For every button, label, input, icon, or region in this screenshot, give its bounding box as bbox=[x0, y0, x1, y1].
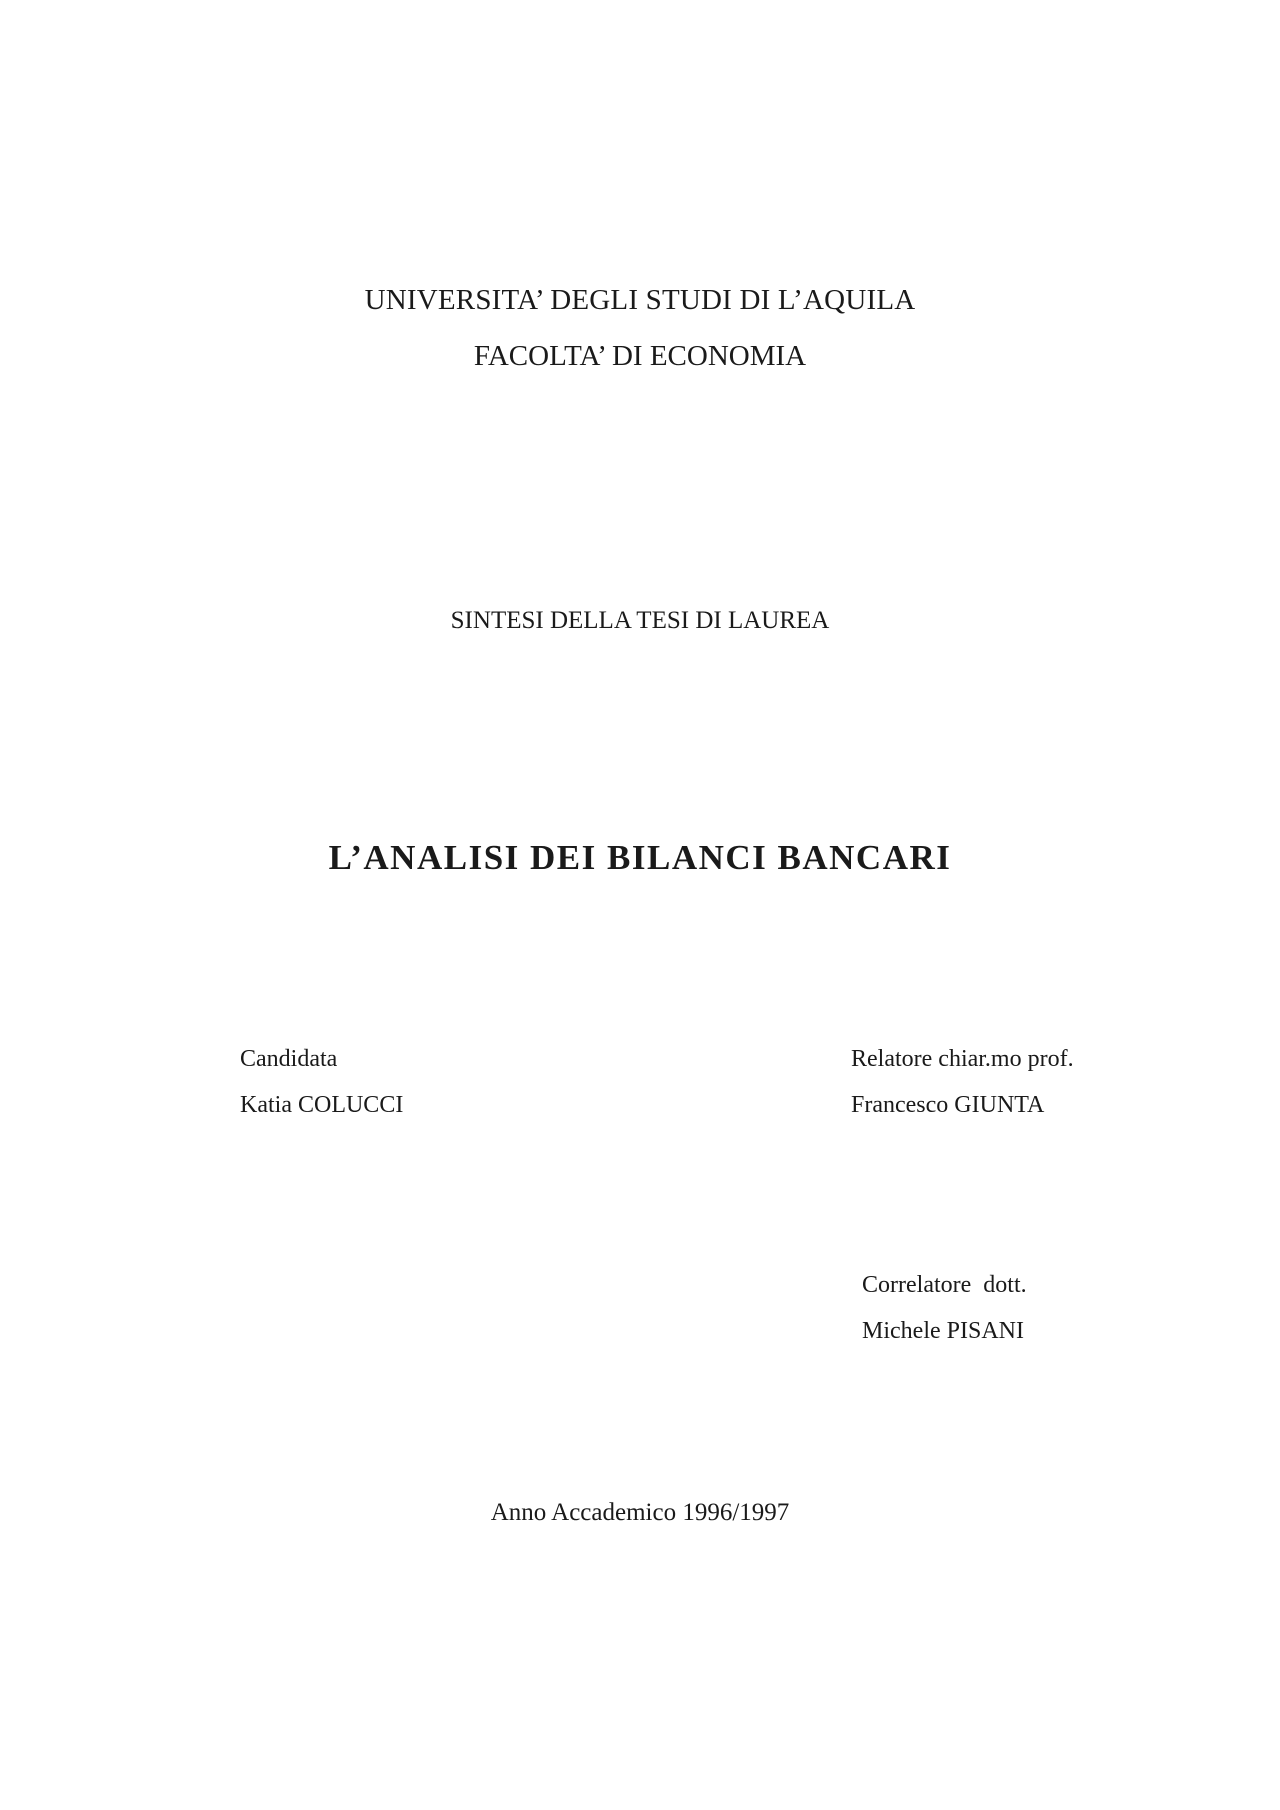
co-advisor-label: Correlatore dott. bbox=[862, 1272, 1027, 1298]
co-advisor-block bbox=[862, 1262, 1027, 1354]
document-type: SINTESI DELLA TESI DI LAUREA bbox=[450, 607, 830, 634]
advisor-name: Francesco GIUNTA bbox=[851, 1092, 1045, 1118]
candidate-label: Candidata bbox=[240, 1046, 338, 1072]
candidate-block bbox=[240, 1036, 403, 1128]
academic-year: Anno Accademico 1996/1997 bbox=[490, 1499, 790, 1526]
faculty-name: FACOLTA’ DI ECONOMIA bbox=[473, 340, 807, 372]
co-advisor-name: Michele PISANI bbox=[862, 1318, 1024, 1344]
university-name: UNIVERSITA’ DEGLI STUDI DI L’AQUILA bbox=[364, 284, 916, 316]
advisor-label: Relatore chiar.mo prof. bbox=[851, 1046, 1074, 1072]
candidate-name: Katia COLUCCI bbox=[240, 1092, 404, 1118]
thesis-title: L’ANALISI DEI BILANCI BANCARI bbox=[328, 838, 952, 877]
advisor-block bbox=[851, 1036, 1074, 1128]
